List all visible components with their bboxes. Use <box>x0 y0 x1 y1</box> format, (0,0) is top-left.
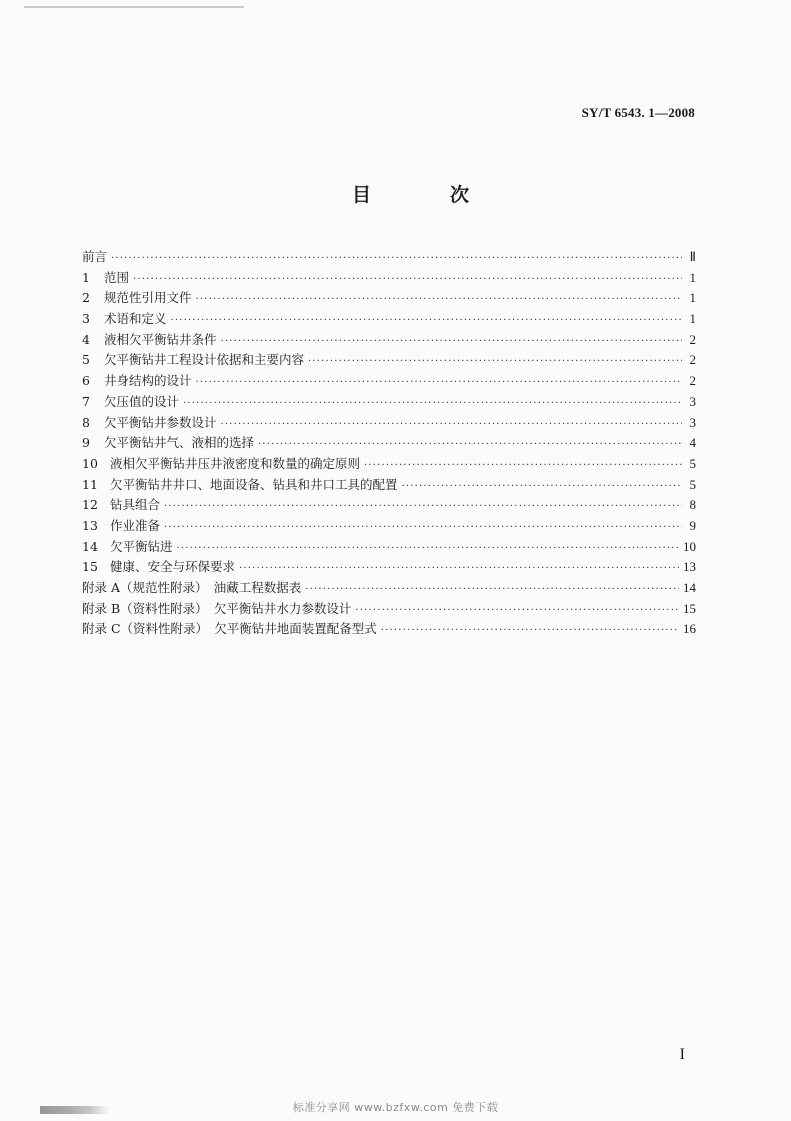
toc-entry-page: 8 <box>689 497 696 513</box>
toc-entry-label: 范围 <box>104 269 130 285</box>
toc-entry-label: 附录 B（资料性附录） 欠平衡钻井水力参数设计 <box>82 600 352 616</box>
table-of-contents <box>82 247 696 640</box>
toc-leader-dots <box>239 557 679 578</box>
toc-entry-number: 8 <box>82 414 90 430</box>
toc-leader-dots <box>402 475 682 496</box>
toc-entry-number: 5 <box>82 352 90 368</box>
toc-entry[interactable] <box>82 309 696 330</box>
toc-entry-number: 2 <box>82 290 90 306</box>
toc-leader-dots <box>111 247 682 268</box>
toc-leader-dots <box>355 599 679 620</box>
toc-entry-page: 5 <box>689 455 696 471</box>
toc-entry-page: 1 <box>689 290 696 306</box>
scan-artifact-top <box>24 6 244 8</box>
toc-entry-page: 5 <box>689 476 696 492</box>
toc-leader-dots <box>171 309 682 330</box>
toc-entry-page: Ⅱ <box>689 249 696 264</box>
toc-leader-dots <box>308 350 682 371</box>
toc-entry-number: 11 <box>82 476 98 492</box>
toc-entry[interactable] <box>82 537 696 558</box>
toc-entry[interactable] <box>82 557 696 578</box>
toc-entry-label: 作业准备 <box>110 517 161 533</box>
toc-leader-dots <box>196 288 682 309</box>
toc-entry-label: 前言 <box>82 249 108 264</box>
toc-entry[interactable] <box>82 288 696 309</box>
toc-entry-label: 规范性引用文件 <box>104 290 192 306</box>
toc-entry[interactable] <box>82 330 696 351</box>
toc-entry-page: 9 <box>689 517 696 533</box>
toc-entry-page: 13 <box>683 559 696 575</box>
toc-entry[interactable] <box>82 433 696 454</box>
toc-entry-label: 欠平衡钻井井口、地面设备、钻具和井口工具的配置 <box>110 476 398 492</box>
toc-leader-dots <box>164 516 682 537</box>
toc-leader-dots <box>381 619 679 640</box>
toc-entry[interactable] <box>82 350 696 371</box>
toc-entry-number: 9 <box>82 435 90 451</box>
toc-entry-label: 钻具组合 <box>110 497 161 513</box>
toc-entry-label: 欠平衡钻进 <box>110 538 173 554</box>
toc-leader-dots <box>196 371 682 392</box>
toc-entry-number: 15 <box>82 559 98 575</box>
toc-entry[interactable] <box>82 475 696 496</box>
toc-leader-dots <box>183 392 682 413</box>
toc-entry-label: 欠平衡钻井工程设计依据和主要内容 <box>104 352 305 368</box>
toc-entry-number: 6 <box>82 373 90 389</box>
toc-leader-dots <box>177 537 679 558</box>
toc-entry-label: 液相欠平衡钻井条件 <box>104 331 217 347</box>
toc-entry-number: 1 <box>82 269 90 285</box>
watermark: 标准分享网 www.bzfxw.com 免费下载 <box>292 1101 499 1114</box>
toc-entry-label: 欠压值的设计 <box>104 393 180 409</box>
toc-entry-page: 1 <box>689 311 696 327</box>
toc-entry[interactable] <box>82 516 696 537</box>
toc-entry[interactable] <box>82 599 696 620</box>
toc-entry-page: 2 <box>689 331 696 347</box>
toc-entry-label: 附录 C（资料性附录） 欠平衡钻井地面装置配备型式 <box>82 621 377 637</box>
toc-entry-number: 12 <box>82 497 98 513</box>
toc-entry-number: 13 <box>82 517 98 533</box>
toc-entry[interactable] <box>82 413 696 434</box>
toc-leader-dots <box>221 413 682 434</box>
toc-entry-page: 14 <box>683 580 696 595</box>
toc-leader-dots <box>364 454 682 475</box>
toc-entry-page: 1 <box>689 269 696 285</box>
toc-leader-dots <box>164 495 682 516</box>
toc-entry-page: 2 <box>689 352 696 368</box>
page-number: I <box>679 1046 685 1063</box>
toc-leader-dots <box>305 578 679 599</box>
toc-entry-label: 井身结构的设计 <box>104 373 192 389</box>
toc-leader-dots <box>258 433 682 454</box>
toc-leader-dots <box>133 268 682 289</box>
toc-leader-dots <box>221 330 682 351</box>
toc-entry-page: 3 <box>689 393 696 409</box>
toc-entry[interactable] <box>82 578 696 599</box>
toc-entry-label: 欠平衡钻井气、液相的选择 <box>104 435 255 451</box>
toc-entry-number: 10 <box>82 455 98 471</box>
toc-entry-page: 3 <box>689 414 696 430</box>
toc-entry-label: 液相欠平衡钻井压井液密度和数量的确定原则 <box>110 455 361 471</box>
toc-entry-page: 10 <box>683 538 696 554</box>
toc-entry-label: 欠平衡钻井参数设计 <box>104 414 217 430</box>
toc-entry-page: 4 <box>689 435 696 451</box>
toc-entry-number: 7 <box>82 393 90 409</box>
standard-code: SY/T 6543. 1—2008 <box>581 105 695 120</box>
toc-entry[interactable] <box>82 247 696 268</box>
toc-entry-number: 14 <box>82 538 98 554</box>
toc-entry[interactable] <box>82 495 696 516</box>
toc-entry[interactable] <box>82 268 696 289</box>
toc-entry-number: 3 <box>82 311 90 327</box>
toc-entry-page: 15 <box>683 600 696 616</box>
toc-entry-label: 健康、安全与环保要求 <box>110 559 236 575</box>
toc-entry-page: 2 <box>689 373 696 389</box>
toc-entry[interactable] <box>82 371 696 392</box>
toc-entry[interactable] <box>82 454 696 475</box>
toc-entry[interactable] <box>82 619 696 640</box>
toc-entry-page: 16 <box>683 621 696 637</box>
toc-title: 目 次 <box>351 184 499 206</box>
toc-entry-number: 4 <box>82 331 90 347</box>
toc-entry[interactable] <box>82 392 696 413</box>
toc-entry-label: 附录 A（规范性附录） 油藏工程数据表 <box>82 580 302 595</box>
toc-entry-label: 术语和定义 <box>104 311 167 327</box>
